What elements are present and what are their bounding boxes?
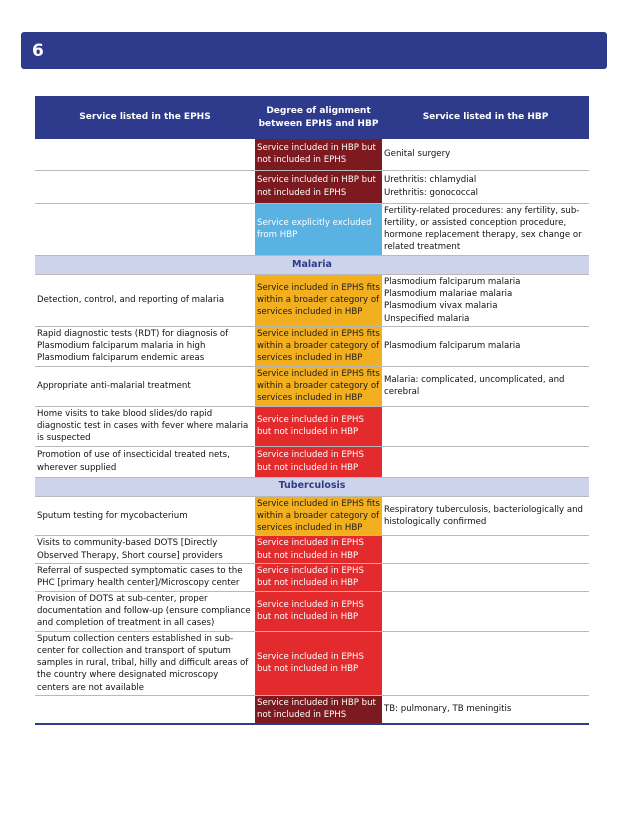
hbp-service-cell: Malaria: complicated, uncomplicated, and cerebral bbox=[382, 366, 589, 406]
alignment-cell: Service included in HBP but not included in EPHS bbox=[255, 696, 382, 724]
ephs-service-cell bbox=[35, 139, 255, 170]
alignment-cell: Service included in EPHS but not included in HBP bbox=[255, 631, 382, 695]
table-row bbox=[35, 139, 589, 170]
ephs-service-cell: Visits to community-based DOTS [Directly Observed Therapy, Short course] providers bbox=[35, 536, 255, 564]
ephs-service-cell: Appropriate anti-malarial treatment bbox=[35, 366, 255, 406]
ephs-service-cell: Rapid diagnostic tests (RDT) for diagnosis of Plasmodium falciparum malaria in high Plasmodium falciparum endemic areas bbox=[35, 326, 255, 366]
ephs-service-cell bbox=[35, 170, 255, 203]
alignment-cell: Service included in EPHS fits within a broader category of services included in HBP bbox=[255, 326, 382, 366]
hbp-service-cell bbox=[382, 631, 589, 695]
ephs-service-cell: Referral of suspected symptomatic cases to the PHC [primary health center]/Microscopy center bbox=[35, 564, 255, 592]
table-row bbox=[35, 696, 589, 724]
hbp-service-cell bbox=[382, 406, 589, 446]
table-header-row bbox=[35, 96, 589, 139]
page-number: 6 bbox=[32, 41, 44, 61]
hbp-service-cell: Genital surgery bbox=[382, 139, 589, 170]
alignment-table bbox=[35, 96, 589, 725]
hbp-service-cell bbox=[382, 536, 589, 564]
hbp-service-cell: Fertility-related procedures: any fertility, sub-fertility, or assisted conception procedure, hormone replacement therapy, sex change or related treatment bbox=[382, 203, 589, 255]
alignment-cell: Service included in HBP but not included in EPHS bbox=[255, 139, 382, 170]
alignment-cell: Service included in EPHS but not included in HBP bbox=[255, 564, 382, 592]
alignment-cell: Service included in EPHS fits within a broader category of services included in HBP bbox=[255, 496, 382, 536]
table-row bbox=[35, 446, 589, 477]
section-header bbox=[35, 477, 589, 496]
hbp-service-cell: TB: pulmonary, TB meningitis bbox=[382, 696, 589, 724]
alignment-cell: Service included in EPHS but not included in HBP bbox=[255, 406, 382, 446]
header-ephs: Service listed in the EPHS bbox=[35, 96, 255, 139]
header-hbp: Service listed in the HBP bbox=[382, 96, 589, 139]
hbp-service-cell bbox=[382, 564, 589, 592]
table-row bbox=[35, 536, 589, 564]
header-alignment: Degree of alignment between EPHS and HBP bbox=[255, 96, 382, 139]
ephs-service-cell bbox=[35, 696, 255, 724]
alignment-cell: Service explicitly excluded from HBP bbox=[255, 203, 382, 255]
ephs-service-cell: Provision of DOTS at sub-center, proper documentation and follow-up (ensure compliance and completion of treatment in all cases) bbox=[35, 591, 255, 631]
alignment-cell: Service included in EPHS but not included in HBP bbox=[255, 536, 382, 564]
hbp-service-cell: Respiratory tuberculosis, bacteriologically and histologically confirmed bbox=[382, 496, 589, 536]
table-row bbox=[35, 591, 589, 631]
table-row bbox=[35, 366, 589, 406]
section-header bbox=[35, 255, 589, 274]
table-row bbox=[35, 564, 589, 592]
alignment-cell: Service included in EPHS but not included in HBP bbox=[255, 591, 382, 631]
alignment-cell: Service included in EPHS fits within a broader category of services included in HBP bbox=[255, 366, 382, 406]
table-row bbox=[35, 496, 589, 536]
section-label: Tuberculosis bbox=[35, 477, 589, 496]
alignment-cell: Service included in EPHS but not included in HBP bbox=[255, 446, 382, 477]
hbp-service-cell bbox=[382, 591, 589, 631]
hbp-service-cell: Urethritis: chlamydial Urethritis: gonococcal bbox=[382, 170, 589, 203]
table-row bbox=[35, 326, 589, 366]
page-banner bbox=[21, 32, 607, 69]
section-label: Malaria bbox=[35, 255, 589, 274]
ephs-service-cell: Home visits to take blood slides/do rapid diagnostic test in cases with fever where malaria is suspected bbox=[35, 406, 255, 446]
table-row bbox=[35, 631, 589, 695]
ephs-service-cell: Sputum testing for mycobacterium bbox=[35, 496, 255, 536]
hbp-service-cell bbox=[382, 446, 589, 477]
alignment-cell: Service included in EPHS fits within a broader category of services included in HBP bbox=[255, 274, 382, 326]
ephs-service-cell bbox=[35, 203, 255, 255]
table-row bbox=[35, 274, 589, 326]
table-row bbox=[35, 170, 589, 203]
hbp-service-cell: Plasmodium falciparum malaria bbox=[382, 326, 589, 366]
table-row bbox=[35, 406, 589, 446]
ephs-service-cell: Detection, control, and reporting of malaria bbox=[35, 274, 255, 326]
ephs-service-cell: Promotion of use of insecticidal treated nets, wherever supplied bbox=[35, 446, 255, 477]
ephs-service-cell: Sputum collection centers established in sub-center for collection and transport of sputum samples in rural, tribal, hilly and difficult areas of the country where designated microscopy centers are not available bbox=[35, 631, 255, 695]
hbp-service-cell: Plasmodium falciparum malaria Plasmodium malariae malaria Plasmodium vivax malaria Unspecified malaria bbox=[382, 274, 589, 326]
table-row bbox=[35, 203, 589, 255]
alignment-cell: Service included in HBP but not included in EPHS bbox=[255, 170, 382, 203]
